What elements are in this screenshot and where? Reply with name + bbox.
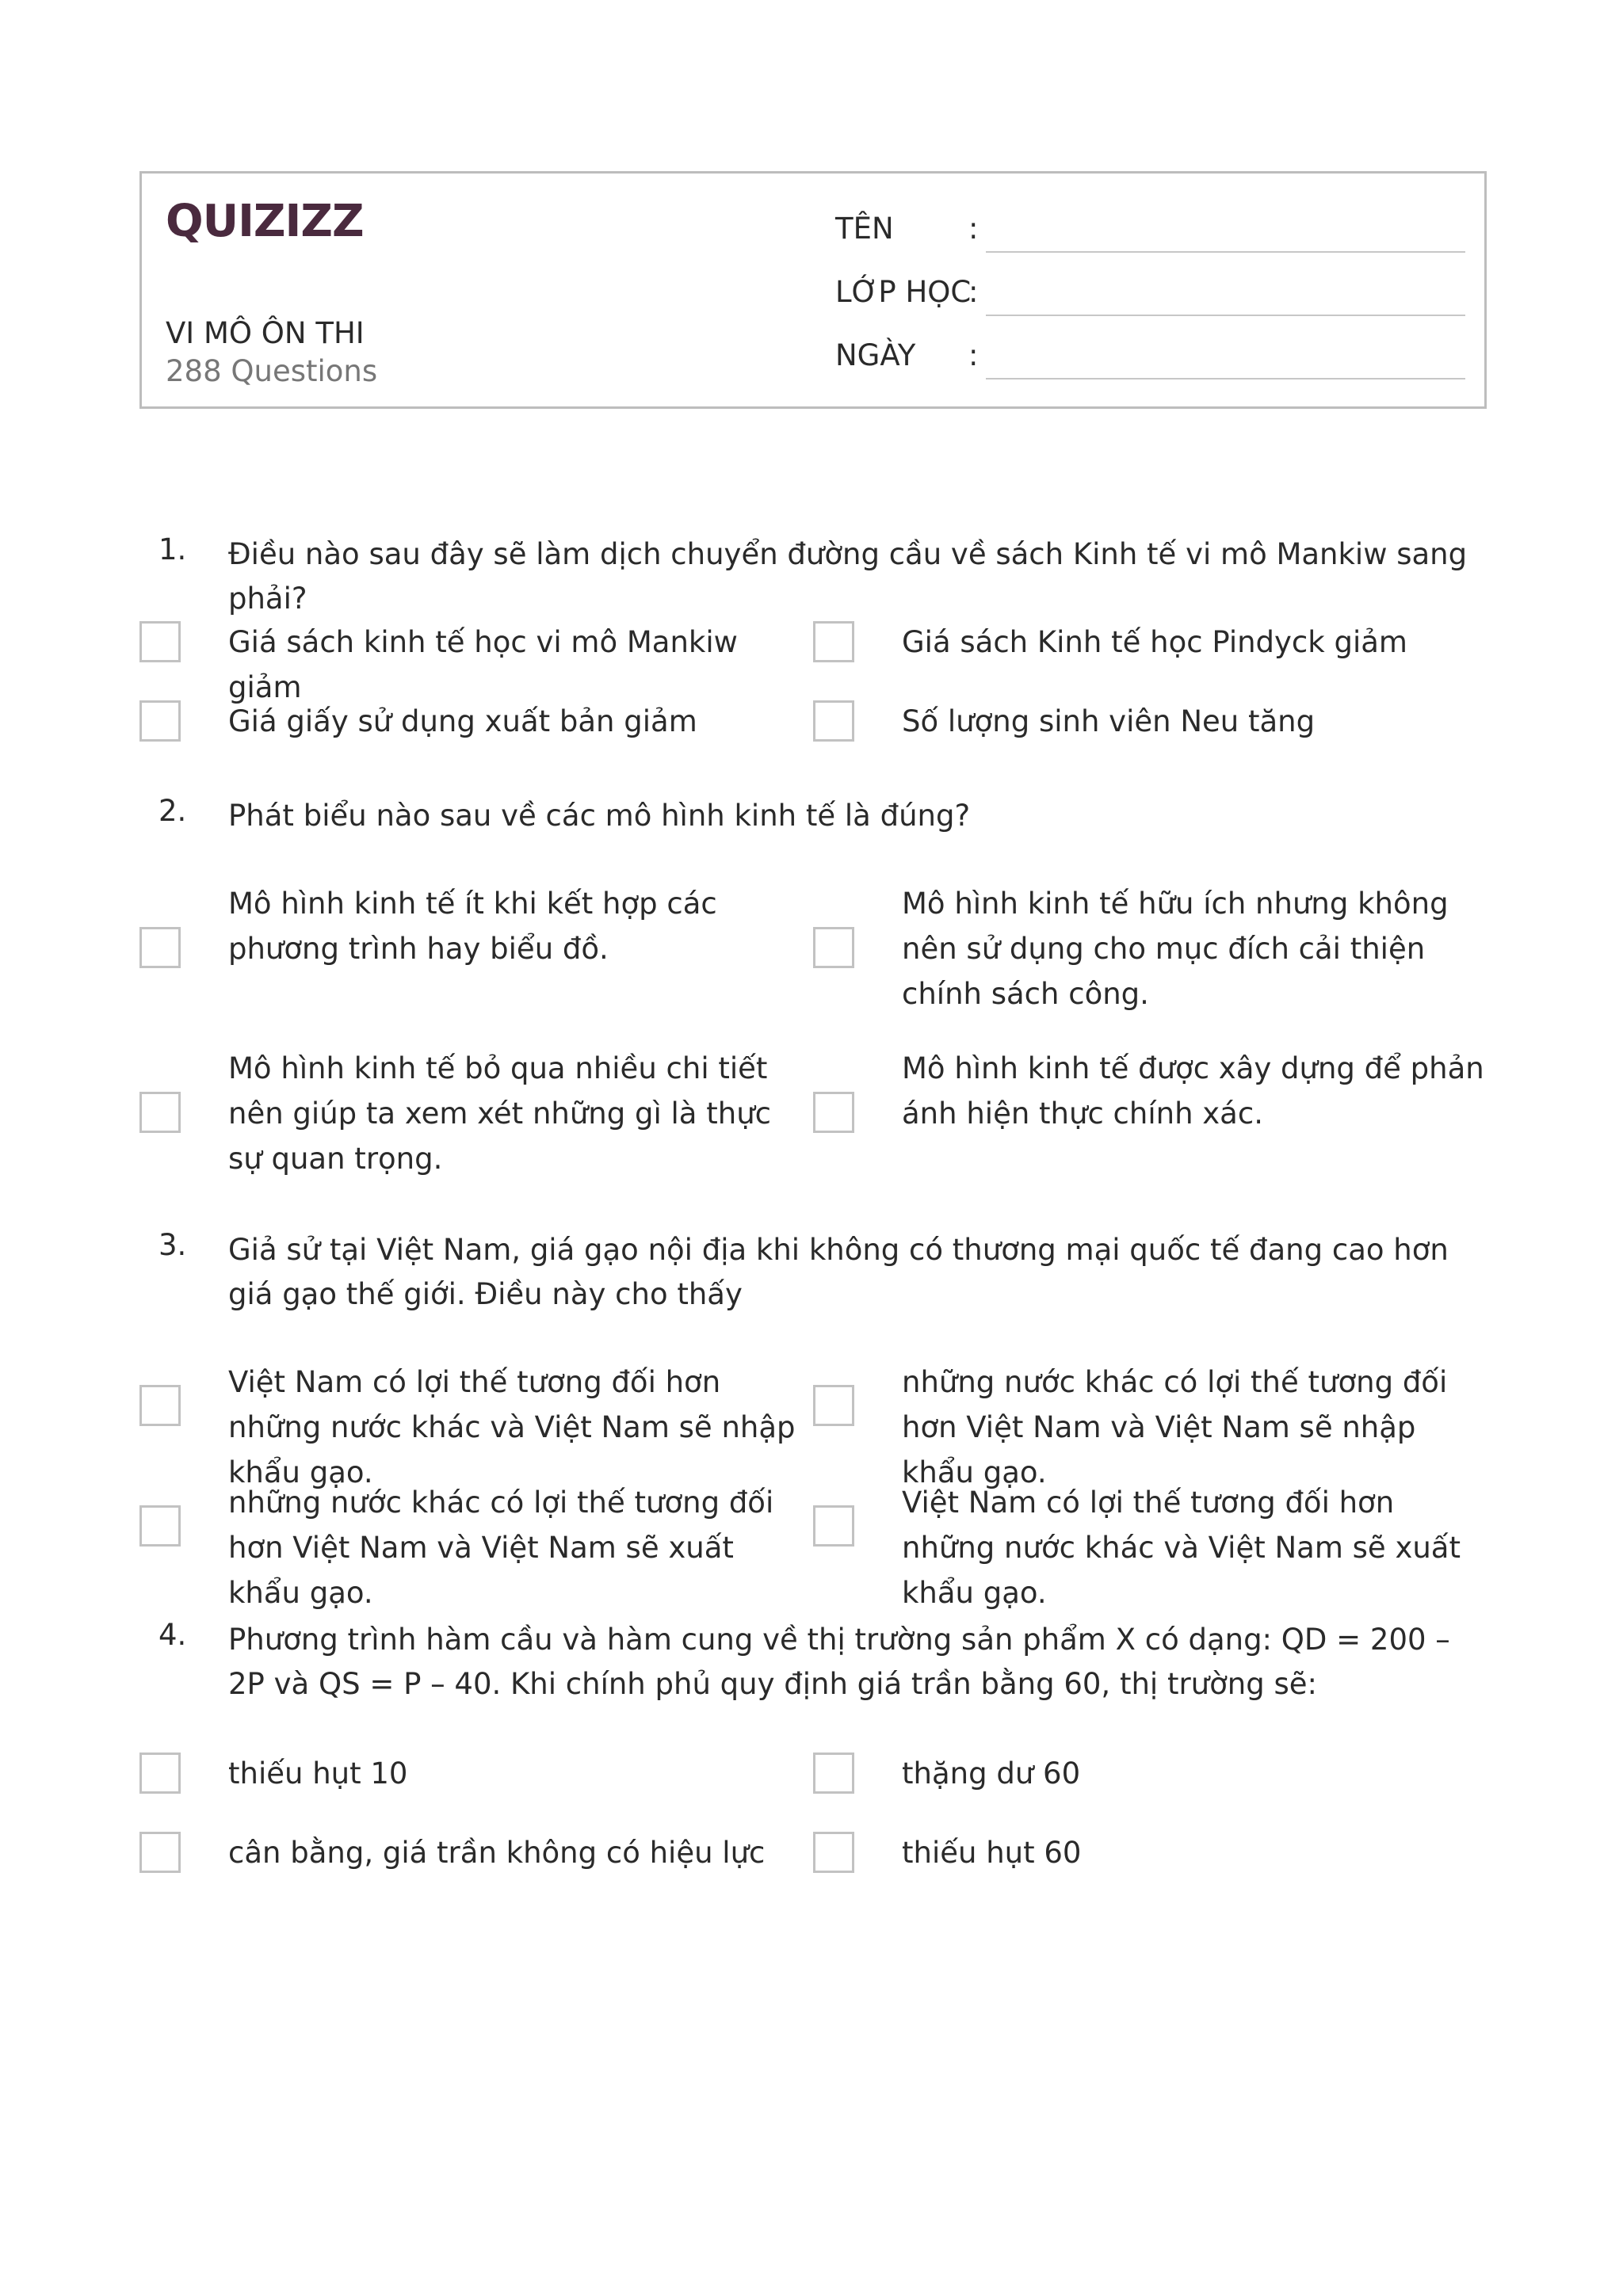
question-number: 3. bbox=[158, 1228, 187, 1262]
checkbox[interactable] bbox=[139, 1832, 181, 1873]
quizizz-logo: QUIZIZZ bbox=[166, 196, 364, 247]
checkbox[interactable] bbox=[139, 1385, 181, 1426]
option-text: Giá giấy sử dụng xuất bản giảm bbox=[228, 704, 697, 738]
checkbox[interactable] bbox=[813, 1505, 854, 1547]
option-text: Mô hình kinh tế hữu ích nhưng không nên sử dụng cho mục đích cải thiện chính sách công. bbox=[902, 887, 1449, 1011]
name-line[interactable] bbox=[986, 251, 1465, 253]
option-text: thiếu hụt 60 bbox=[902, 1836, 1082, 1870]
checkbox[interactable] bbox=[139, 1092, 181, 1133]
question-text: Điều nào sau đây sẽ làm dịch chuyển đường cầu về sách Kinh tế vi mô Mankiw sang phải? bbox=[228, 537, 1468, 616]
option-text: Giá sách kinh tế học vi mô Mankiw giảm bbox=[228, 625, 738, 704]
name-colon: : bbox=[968, 212, 979, 246]
checkbox[interactable] bbox=[813, 1385, 854, 1426]
date-line[interactable] bbox=[986, 378, 1465, 379]
checkbox[interactable] bbox=[139, 621, 181, 662]
option-text: những nước khác có lợi thế tương đối hơn Việt Nam và Việt Nam sẽ nhập khẩu gạo. bbox=[902, 1365, 1448, 1489]
question-3 bbox=[158, 1228, 1490, 1610]
checkbox[interactable] bbox=[139, 700, 181, 742]
class-label: LỚP HỌC bbox=[835, 275, 972, 309]
name-field[interactable] bbox=[835, 212, 1469, 259]
question-text: Phát biểu nào sau về các mô hình kinh tế là đúng? bbox=[228, 799, 971, 833]
date-field[interactable] bbox=[835, 338, 1469, 386]
class-field[interactable] bbox=[835, 275, 1469, 322]
quiz-title: VI MÔ ÔN THI bbox=[166, 316, 365, 350]
question-number: 2. bbox=[158, 794, 187, 828]
checkbox[interactable] bbox=[813, 700, 854, 742]
question-number: 4. bbox=[158, 1618, 187, 1652]
question-count: 288 Questions bbox=[166, 354, 378, 388]
option-text: những nước khác có lợi thế tương đối hơn Việt Nam và Việt Nam sẽ xuất khẩu gạo. bbox=[228, 1486, 774, 1610]
name-label: TÊN bbox=[835, 212, 894, 246]
question-text: Phương trình hàm cầu và hàm cung về thị trường sản phẩm X có dạng: QD = 200 – 2P và QS = P – 40. Khi chính phủ quy định giá trần bằng 60, thị trường sẽ: bbox=[228, 1623, 1450, 1701]
checkbox[interactable] bbox=[813, 927, 854, 968]
option-text: Việt Nam có lợi thế tương đối hơn những nước khác và Việt Nam sẽ nhập khẩu gạo. bbox=[228, 1365, 796, 1489]
question-number: 1. bbox=[158, 532, 187, 566]
option-text: Việt Nam có lợi thế tương đối hơn những nước khác và Việt Nam sẽ xuất khẩu gạo. bbox=[902, 1486, 1461, 1610]
option-text: thiếu hụt 10 bbox=[228, 1756, 408, 1791]
checkbox[interactable] bbox=[139, 1505, 181, 1547]
option-a[interactable] bbox=[139, 883, 758, 1025]
option-b[interactable] bbox=[813, 883, 1449, 1025]
option-a[interactable] bbox=[139, 1361, 796, 1489]
question-2 bbox=[158, 794, 1490, 1190]
checkbox[interactable] bbox=[139, 1753, 181, 1794]
option-b[interactable] bbox=[813, 1361, 1448, 1489]
class-colon: : bbox=[968, 275, 979, 309]
option-text: Mô hình kinh tế được xây dựng để phản ánh hiện thực chính xác. bbox=[902, 1051, 1484, 1131]
checkbox[interactable] bbox=[813, 1092, 854, 1133]
checkbox[interactable] bbox=[813, 1753, 854, 1794]
option-c[interactable] bbox=[139, 1482, 774, 1610]
option-text: Số lượng sinh viên Neu tăng bbox=[902, 704, 1316, 738]
option-text: cân bằng, giá trần không có hiệu lực bbox=[228, 1836, 766, 1870]
option-text: Mô hình kinh tế ít khi kết hợp các phương trình hay biểu đồ. bbox=[228, 887, 717, 966]
question-4 bbox=[158, 1618, 1490, 1887]
date-colon: : bbox=[968, 338, 979, 372]
option-c[interactable] bbox=[139, 1047, 771, 1190]
option-d[interactable] bbox=[813, 1047, 1484, 1190]
option-text: thặng dư 60 bbox=[902, 1756, 1081, 1791]
question-1 bbox=[158, 532, 1490, 754]
worksheet-header bbox=[139, 171, 1487, 409]
date-label: NGÀY bbox=[835, 338, 916, 372]
checkbox[interactable] bbox=[139, 927, 181, 968]
option-d[interactable] bbox=[813, 1482, 1461, 1610]
option-text: Giá sách Kinh tế học Pindyck giảm bbox=[902, 625, 1407, 659]
question-text: Giả sử tại Việt Nam, giá gạo nội địa khi không có thương mại quốc tế đang cao hơn giá gạo thế giới. Điều này cho thấy bbox=[228, 1233, 1449, 1311]
class-line[interactable] bbox=[986, 315, 1465, 316]
checkbox[interactable] bbox=[813, 621, 854, 662]
option-text: Mô hình kinh tế bỏ qua nhiều chi tiết nên giúp ta xem xét những gì là thực sự quan trọng. bbox=[228, 1051, 771, 1176]
checkbox[interactable] bbox=[813, 1832, 854, 1873]
